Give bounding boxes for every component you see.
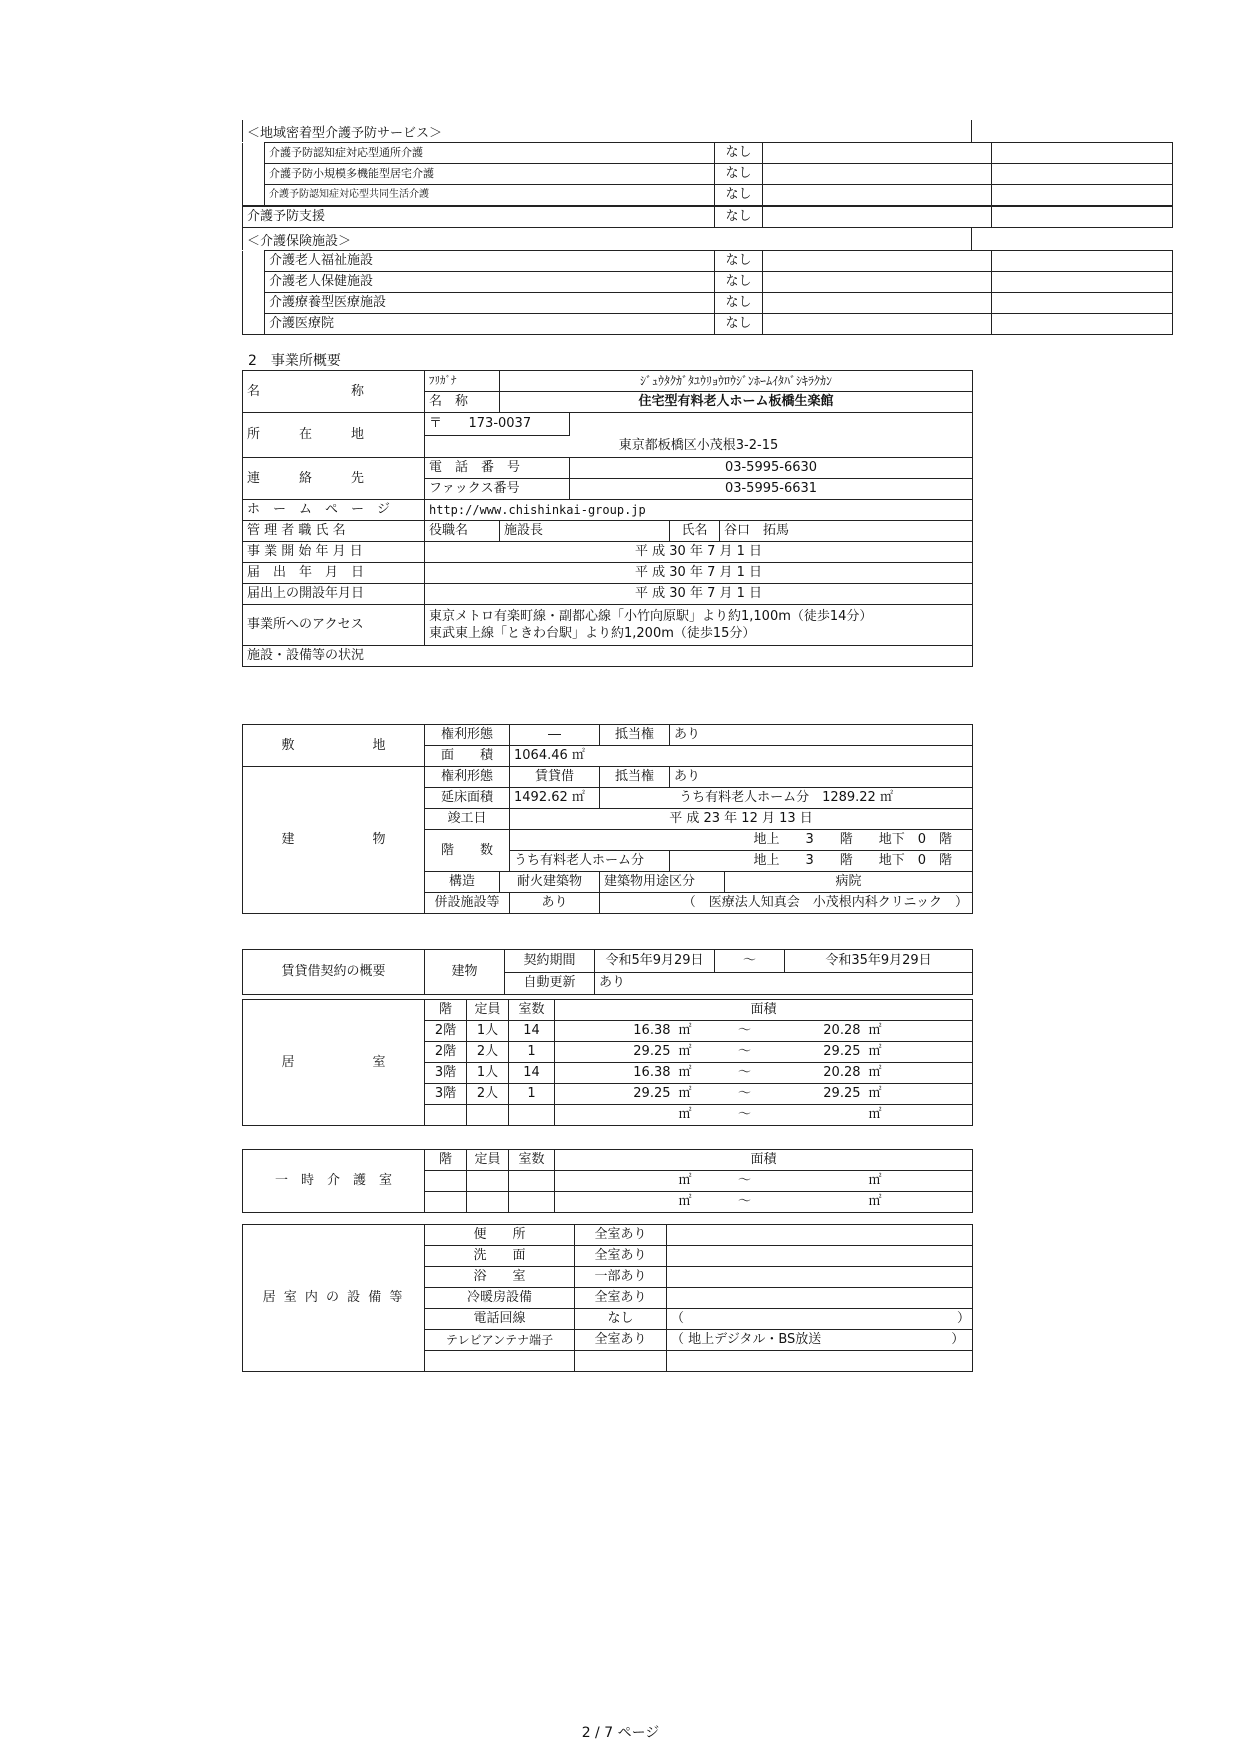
room-area-max: 20.28 xyxy=(775,1063,865,1084)
service-label: 介護療養型医療施設 xyxy=(265,293,715,314)
name-sub-label: 名 称 xyxy=(425,392,500,413)
room-count: 14 xyxy=(509,1063,555,1084)
room-count: 14 xyxy=(509,1021,555,1042)
table-row xyxy=(243,605,973,646)
table-row xyxy=(243,950,973,973)
unit-min: ㎡ xyxy=(675,1171,715,1192)
capacity-header: 定員 xyxy=(467,1150,509,1171)
access-line-1: 東京メトロ有楽町線・副都心線「小竹向原駅」より約1,100m（徒歩14分） xyxy=(429,609,873,624)
table-row xyxy=(243,646,973,667)
equipment-value: 全室あり xyxy=(575,1225,667,1246)
table-row xyxy=(243,314,1173,335)
floor-header: 階 xyxy=(425,1150,467,1171)
access-label: 事業所へのアクセス xyxy=(243,605,425,646)
equipment-value: 全室あり xyxy=(575,1246,667,1267)
person-label: 氏名 xyxy=(670,521,720,542)
postal-code: 173-0037 xyxy=(465,413,570,436)
table-row xyxy=(243,185,1173,206)
land-label: 敷 地 xyxy=(243,725,425,767)
floors-home-label: うち有料老人ホーム分 xyxy=(510,851,670,872)
office-overview-table xyxy=(242,370,973,667)
unit-min: ㎡ xyxy=(675,1192,715,1213)
room-capacity: 1人 xyxy=(467,1021,509,1042)
postal-mark: 〒 xyxy=(425,413,465,436)
room-capacity: 2人 xyxy=(467,1084,509,1105)
equipment-value: 全室あり xyxy=(575,1288,667,1309)
structure-value: 耐火建築物 xyxy=(500,872,600,893)
unit-min: ㎡ xyxy=(675,1021,715,1042)
tilde: ～ xyxy=(715,1171,775,1192)
table-row xyxy=(243,164,1173,185)
notify-label: 届 出 年 月 日 xyxy=(243,563,425,584)
tilde: ～ xyxy=(715,1021,775,1042)
name-label: 名 称 xyxy=(243,371,425,413)
tilde: ～ xyxy=(715,1084,775,1105)
table-row xyxy=(243,500,973,521)
floor-area: 1492.62 ㎡ xyxy=(510,788,600,809)
area-label: 面 積 xyxy=(425,746,510,767)
facility-services-header: ＜介護保険施設＞ xyxy=(247,234,352,249)
table-row xyxy=(243,563,973,584)
table-row xyxy=(243,767,973,788)
annex-value: あり xyxy=(510,893,600,914)
unit-max: ㎡ xyxy=(865,1063,973,1084)
mortgage-label: 抵当権 xyxy=(600,767,670,788)
table-row xyxy=(243,293,1173,314)
start-date: 平 成 30 年 7 月 1 日 xyxy=(425,542,973,563)
period-label: 契約期間 xyxy=(505,950,595,973)
equipment-value: 一部あり xyxy=(575,1267,667,1288)
facility-services-table xyxy=(242,250,1173,335)
service-label: 介護医療院 xyxy=(265,314,715,335)
area-header: 面積 xyxy=(555,1150,973,1171)
service-value: なし xyxy=(715,251,763,272)
service-value: なし xyxy=(715,272,763,293)
usage-value: 病院 xyxy=(725,872,973,893)
support-table xyxy=(242,206,1173,228)
service-value: なし xyxy=(715,293,763,314)
land-rights: ― xyxy=(510,725,600,746)
service-label: 介護予防認知症対応型通所介護 xyxy=(265,143,715,164)
facility-table xyxy=(242,724,973,914)
completion-label: 竣工日 xyxy=(425,809,510,830)
service-value: なし xyxy=(715,143,763,164)
tilde: ～ xyxy=(715,1042,775,1063)
lease-table xyxy=(242,949,973,995)
land-area: 1064.46 ㎡ xyxy=(510,746,973,767)
care-services-block xyxy=(242,120,972,335)
rooms-label: 居 室 xyxy=(243,1000,425,1126)
person-value: 谷口 拓馬 xyxy=(720,521,973,542)
phone-value: 03-5995-6630 xyxy=(570,458,973,479)
furigana-value: ｼﾞｭｳﾀｸｶﾞﾀﾕｳﾘｮｳﾛｳｼﾞﾝﾎｰﾑｲﾀﾊﾞｼｷﾗｸｶﾝ xyxy=(500,371,973,392)
contact-label: 連 絡 先 xyxy=(243,458,425,500)
tilde: ～ xyxy=(715,1063,775,1084)
support-label: 介護予防支援 xyxy=(243,207,715,228)
unit-max: ㎡ xyxy=(865,1042,973,1063)
section-title: 2 事業所概要 xyxy=(248,353,341,369)
equipment-note: （ ） xyxy=(667,1309,973,1330)
local-services-table xyxy=(242,142,1173,206)
room-area-min: 16.38 xyxy=(555,1021,675,1042)
service-label: 介護老人保健施設 xyxy=(265,272,715,293)
unit-max: ㎡ xyxy=(865,1192,973,1213)
open-date: 平 成 30 年 7 月 1 日 xyxy=(425,584,973,605)
area-header: 面積 xyxy=(555,1000,973,1021)
service-value: なし xyxy=(715,314,763,335)
building-mortgage: あり xyxy=(670,767,973,788)
tilde: ～ xyxy=(715,1192,775,1213)
lease-label: 賃貸借契約の概要 xyxy=(243,950,425,995)
furigana-label: ﾌﾘｶﾞﾅ xyxy=(425,371,500,392)
table-row xyxy=(243,584,973,605)
unit-min: ㎡ xyxy=(675,1084,715,1105)
room-floor: 3階 xyxy=(425,1063,467,1084)
completion-date: 平 成 23 年 12 月 13 日 xyxy=(510,809,973,830)
unit-max: ㎡ xyxy=(865,1171,973,1192)
renewal-label: 自動更新 xyxy=(505,972,595,995)
unit-max: ㎡ xyxy=(865,1021,973,1042)
position-label: 役職名 xyxy=(425,521,500,542)
phone-label: 電 話 番 号 xyxy=(425,458,570,479)
renewal-value: あり xyxy=(595,972,973,995)
annex-label: 併設施設等 xyxy=(425,893,510,914)
table-row xyxy=(243,521,973,542)
service-label: 介護老人福祉施設 xyxy=(265,251,715,272)
room-floor: 3階 xyxy=(425,1084,467,1105)
page-number: 2 / 7 ページ xyxy=(581,1725,660,1741)
unit-max: ㎡ xyxy=(865,1084,973,1105)
equipment-label: 居 室 内 の 設 備 等 xyxy=(243,1225,425,1372)
land-mortgage: あり xyxy=(670,725,973,746)
table-row xyxy=(243,1150,973,1171)
floors-home: 地上 3 階 地下 0 階 xyxy=(670,851,973,872)
table-row xyxy=(243,371,973,392)
table-row xyxy=(243,207,1173,228)
unit-min: ㎡ xyxy=(675,1063,715,1084)
room-area-max: 29.25 xyxy=(775,1042,865,1063)
floors-total: 地上 3 階 地下 0 階 xyxy=(510,830,973,851)
table-row xyxy=(243,458,973,479)
rooms-table xyxy=(242,999,973,1126)
start-label: 事 業 開 始 年 月 日 xyxy=(243,542,425,563)
open-label: 届出上の開設年月日 xyxy=(243,584,425,605)
local-services-header: ＜地域密着型介護予防サービス＞ xyxy=(247,126,443,141)
capacity-header: 定員 xyxy=(467,1000,509,1021)
room-area-max: 20.28 xyxy=(775,1021,865,1042)
period-to: 令和35年9月29日 xyxy=(785,950,973,973)
equipment-item: 便 所 xyxy=(425,1225,575,1246)
fax-label: ファックス番号 xyxy=(425,479,570,500)
equipment-item: テレビアンテナ端子 xyxy=(425,1330,575,1351)
equipment-item: 洗 面 xyxy=(425,1246,575,1267)
support-value: なし xyxy=(715,207,763,228)
room-area-max: 29.25 xyxy=(775,1084,865,1105)
equipment-note: （ 地上デジタル・BS放送 ） xyxy=(667,1330,973,1351)
lease-building: 建物 xyxy=(425,950,505,995)
table-row xyxy=(243,143,1173,164)
notify-date: 平 成 30 年 7 月 1 日 xyxy=(425,563,973,584)
equipment-item: 浴 室 xyxy=(425,1267,575,1288)
equipment-item: 冷暖房設備 xyxy=(425,1288,575,1309)
table-row xyxy=(243,272,1173,293)
home-portion: うち有料老人ホーム分 1289.22 ㎡ xyxy=(600,788,973,809)
equipment-note xyxy=(667,1288,973,1309)
table-row xyxy=(243,251,1173,272)
room-floor: 2階 xyxy=(425,1042,467,1063)
room-area-min: 29.25 xyxy=(555,1042,675,1063)
service-label: 介護予防小規模多機能型居宅介護 xyxy=(265,164,715,185)
equipment-note xyxy=(667,1246,973,1267)
temp-care-table xyxy=(242,1149,973,1213)
room-area-min: 16.38 xyxy=(555,1063,675,1084)
unit-min: ㎡ xyxy=(675,1105,715,1126)
period-tilde: ～ xyxy=(715,950,785,973)
equipment-value: 全室あり xyxy=(575,1330,667,1351)
building-rights: 賃貸借 xyxy=(510,767,600,788)
usage-label: 建築物用途区分 xyxy=(600,872,725,893)
service-label: 介護予防認知症対応型共同生活介護 xyxy=(265,185,715,206)
homepage-link[interactable]: http://www.chishinkai-group.jp xyxy=(425,500,973,521)
room-floor: 2階 xyxy=(425,1021,467,1042)
floor-header: 階 xyxy=(425,1000,467,1021)
table-row xyxy=(243,542,973,563)
period-from: 令和5年9月29日 xyxy=(595,950,715,973)
equipment-note xyxy=(667,1267,973,1288)
equipment-note xyxy=(667,1225,973,1246)
facility-header: 施設・設備等の状況 xyxy=(243,646,973,667)
rights-label: 権利形態 xyxy=(425,725,510,746)
count-header: 室数 xyxy=(509,1000,555,1021)
mortgage-label: 抵当権 xyxy=(600,725,670,746)
building-label: 建 物 xyxy=(243,767,425,914)
floor-area-label: 延床面積 xyxy=(425,788,510,809)
room-area-min: 29.25 xyxy=(555,1084,675,1105)
unit-max: ㎡ xyxy=(865,1105,973,1126)
access-line-2: 東武東上線「ときわ台駅」より約1,200m（徒歩15分） xyxy=(429,626,756,641)
annex-detail: （ 医療法人知真会 小茂根内科クリニック ） xyxy=(600,893,973,914)
tilde: ～ xyxy=(715,1105,775,1126)
temp-care-label: 一 時 介 護 室 xyxy=(243,1150,425,1213)
room-count: 1 xyxy=(509,1042,555,1063)
service-value: なし xyxy=(715,164,763,185)
fax-value: 03-5995-6631 xyxy=(570,479,973,500)
equipment-table xyxy=(242,1224,973,1372)
facility-name: 住宅型有料老人ホーム板橋生楽館 xyxy=(500,392,973,413)
equipment-item: 電話回線 xyxy=(425,1309,575,1330)
manager-label: 管 理 者 職 氏 名 xyxy=(243,521,425,542)
address-value: 東京都板橋区小茂根3-2-15 xyxy=(425,435,973,458)
table-row xyxy=(243,413,973,436)
equipment-value: なし xyxy=(575,1309,667,1330)
room-capacity: 2人 xyxy=(467,1042,509,1063)
rights-label: 権利形態 xyxy=(425,767,510,788)
table-row xyxy=(243,1225,973,1246)
structure-label: 構造 xyxy=(425,872,500,893)
table-row xyxy=(243,1000,973,1021)
homepage-label: ホ ー ム ペ ー ジ xyxy=(243,500,425,521)
service-value: なし xyxy=(715,185,763,206)
position-value: 施設長 xyxy=(500,521,670,542)
room-count: 1 xyxy=(509,1084,555,1105)
floors-label: 階 数 xyxy=(425,830,510,872)
address-label: 所 在 地 xyxy=(243,413,425,458)
room-capacity: 1人 xyxy=(467,1063,509,1084)
count-header: 室数 xyxy=(509,1150,555,1171)
table-row xyxy=(243,725,973,746)
unit-min: ㎡ xyxy=(675,1042,715,1063)
